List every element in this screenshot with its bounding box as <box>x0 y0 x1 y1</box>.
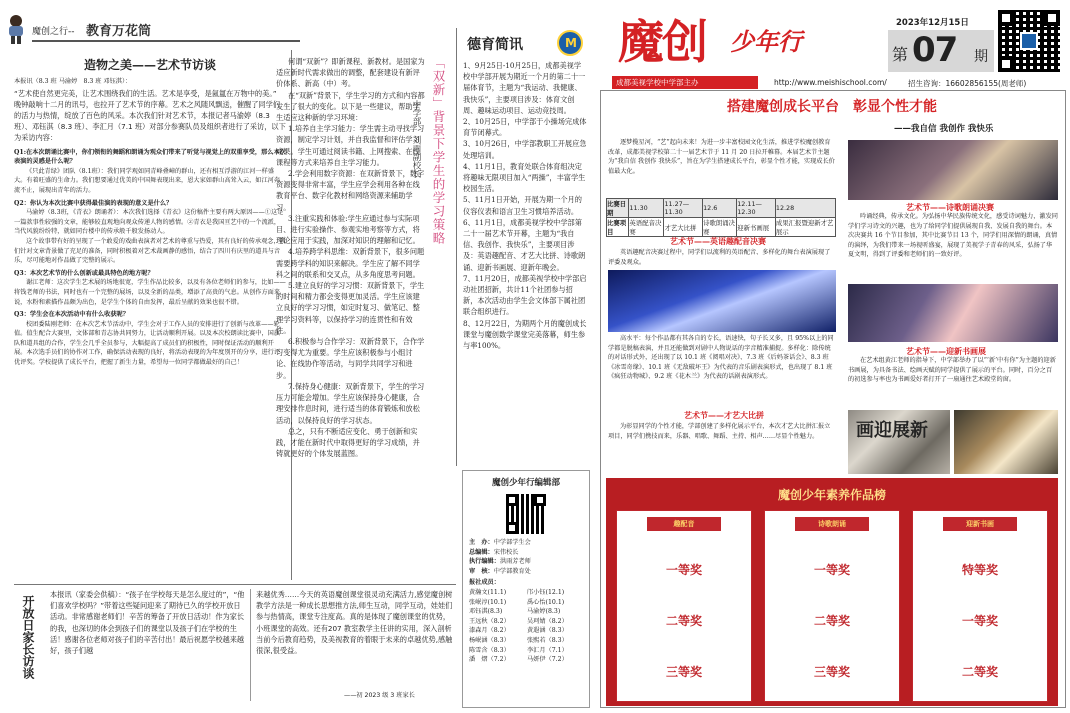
question-3: Q3：本次艺术节的什么创新或最具特色的地方呢？ <box>14 269 154 277</box>
reporter: 潘 熠（7.2） <box>469 656 510 664</box>
brief-item: 2、10月25日，中学部于小操场完成体育节闭幕式。 <box>463 117 587 138</box>
schedule-date: 12.11—12.30 <box>737 199 776 218</box>
mascot-illustration <box>4 14 28 44</box>
school-logo-icon: M <box>557 30 583 56</box>
award-card <box>764 510 900 702</box>
english-section-detail: 高水平：每个作品都有其各自的专长，语速快，句子长又多，且 95%以上的同学都是脱稿表演，并且还能做到对剧中人物说话的字音精准捕捉。多样化：除传统的对话形式外，还出现了以 10.1 班《阅唱对决》、7.3 班《后妈茶话会》、8.3 班《冰雪奇缘》、10.1 班《无敌破坏王》为代表的音乐剧表演形式，也出现了 8.1 班《疯狂动物城》、9.2 班《花木兰》为代表的话剧表演形式。 <box>608 335 834 381</box>
masthead <box>612 6 1066 90</box>
article-title: 造物之美——艺术节访谈 <box>83 58 216 72</box>
editorial-key: 执行编辑： <box>469 558 500 566</box>
award-grade: 一等奖 <box>665 563 702 577</box>
talent-section-text: 为彰显同学的个性才能，学部创建了多样化展示平台，本次才艺大比拼汇报立项目，同学们携技而来，乐器、唱歌、舞蹈、主持、相声……尽显个性魅力。 <box>608 423 831 440</box>
schedule-table <box>606 198 836 237</box>
schedule-item: 成果汇报暨迎新才艺展示 <box>775 218 835 237</box>
calligraphy-photo <box>848 410 950 474</box>
painting-section-text: 在艺术组黄江老师的指导下，中学部举办了以“‘新’中有你”为主题的迎新书画展，为具备书法、绘画天赋的同学提供了展示的平台。同时，百分之百的初选参与率也为书画爱好者打开了一扇通往艺术殿堂的窗。 <box>848 357 1056 384</box>
editorial-title: 魔创少年行编辑部 <box>491 478 560 488</box>
strategy-headline: 「双新」背景下学生的学习策略 <box>431 56 446 245</box>
answer-2b: 这个故事带有好的呈现了一个敢爱的戏曲表演者对艺术的尊重与热爱，其有良好的传承观念，我们针对文章背景做了充足的准备，同时积极着对艺术裁画静的感悟，结合了四川有庆里的道具与音乐，尽可能地对作品做了完整的展示。 <box>14 237 286 265</box>
exhibition-photo <box>954 410 1058 474</box>
reporter: 张熙若（8.3） <box>527 636 568 644</box>
answer-2: 马渝婷（8.3班，《青衣》朗诵者）：本次我们选择《青衣》这份稿件主要有两大原因——①这是一篇款事性较强的文章，能够较直观地向观众传递人物的感情。②青衣是我国亘艺中的一个流派，当代风貌纷纷特，就如同台楼中的传承般千般发扬动人。 <box>14 209 284 236</box>
answer-4: 校团委陆刚老师：在本次艺术节活动中，学生会对于工作人员的安排进行了创新与改革——轮值。值生配合大赛里，文体部和青志协共同努力，让活动顺利开展。以及本次校朗读比赛中，国旗队和道具组的合作，学生会几乎全员参与，大幅提高了成员们的积极性，同时保证活动的顺利开展。本次选手员们的协作对工作，确保活动表现的良好，将活动表现的为年度别开的分享，进行评优评奖。学校提供了成长平台，把握了新生力量，希望每一位同学都做最好的自己！ <box>14 320 281 367</box>
section-title: 教育万花筒 <box>86 24 152 39</box>
editorial-key: 审 核： <box>469 567 494 575</box>
brief-item: 6、11月1日，成都美视学校中学部第二十一届艺术节开幕，主题为“我自信、我创作、我快乐”，主要项目涉及：英语趣配音、才艺大比拼、诗歌朗诵、迎新书画展、迎新年晚会。 <box>463 217 586 272</box>
schedule-item: 诗歌朗诵决赛 <box>703 219 736 236</box>
schedule-header: 比赛日期 <box>607 199 629 218</box>
stage-photo <box>608 270 836 332</box>
reporter: 杨岷涵（8.3） <box>469 636 510 644</box>
brief-item: 7、11月20日，成都美视学校中学部启动社团招新，共计11个社团参与招新，本次活动由学生会文体部下属社团联合组织进行。 <box>463 273 587 317</box>
poetry-section-title: 艺术节——诗歌朗诵决赛 <box>906 203 994 212</box>
question-2: Q2：你认为本次比赛中获得最佳演的表现的意义是什么？ <box>14 199 173 207</box>
reporters-list <box>469 588 589 665</box>
schedule-item: 才艺大比拼 <box>664 218 703 237</box>
editorial-value: 洪雨芳老师 <box>499 558 531 566</box>
strategy-p1: 何谓“双新”？即新课程、新教材。是国家为适应新时代需求做出的调整，配套建设有新评价体系、新高（中）考。 <box>276 57 425 89</box>
schedule-date: 11.27—11.30 <box>664 199 703 218</box>
strategy-p10: 总之，只有不断适应变化、勇于创新和实践，才能在新时代中取得更好的学习成绩，并铸就更好的个体发展蓝图。 <box>276 426 420 459</box>
award-grade: 三等奖 <box>813 665 850 679</box>
question-4: Q3：学生会在本次活动中有什么收获呢？ <box>14 311 129 319</box>
strategy-p7: 5.建立良好的学习习惯：双新背景下，学生的时间和精力都会变得更加灵活。学生应该建立良好的学习习惯，如定时复习、做笔记、整理学习资料等，以保持学习的连贯性和有效性。 <box>276 281 425 335</box>
news-brief <box>456 28 588 466</box>
editorial-value: 中学部学生会 <box>493 539 531 546</box>
header-rule <box>32 40 300 42</box>
editorial-value: 中学部教育处 <box>493 567 531 575</box>
feature-headline: 搭建魔创成长平台 彰显个性才能 <box>727 99 937 115</box>
brief-item: 5、11月1日开始，开展为期一个月的仪容仪表和语言卫生习惯培养活动。 <box>463 195 582 216</box>
article-intro: “艺术使自然更完美，让艺术围绕我们的生活。艺术是享受，是氤氲在万物中的美。” 晚钟敲响十二月的讯号，也拉开了艺术节的序幕。艺术之风随风飘送，催醒了同学们的活力与热情，绽放了百色的风采。本次我们针对艺术节，本报记者马渝婷（8.3 班）、邓钰淇（8.3 班）、李汇月（7.1 班）对部分参赛队员及组织者进行了采访，以下为采访内容： <box>14 88 286 143</box>
answer-3: 谢江老师：这次学生艺术展的场地很宽，学生作品比较多，以及有各位老师们的参与，比如——将钱老师的书法，同时也有一个完整的展场，以及全新的品类，增添了高贵的气息。从创作方面来说，水粉和素描作品颇为出色，是学生个体的自由发挥，最后呈献的效果也很不错。 <box>14 279 286 306</box>
guitar-photo <box>848 140 1058 200</box>
awards-banner: 魔创少年素养作品榜 <box>777 488 886 502</box>
award-grade: 三等奖 <box>665 665 702 679</box>
qr-code <box>506 494 546 534</box>
masthead-date: 2023年12月15日 <box>896 18 969 28</box>
reporter: 吴珂婧（8.2） <box>527 617 568 625</box>
issue-prefix: 第 <box>892 45 909 64</box>
reporter: 黄瀚文(11.1) <box>469 588 507 596</box>
reporter: 马渝婷(8.3) <box>527 608 561 616</box>
editorial-key: 主 办： <box>469 539 494 546</box>
brief-item: 1、9月25日-10月25日，成都美视学校中学部开展为期近一个月的第二十一届体育节，主题为“我运动、我健康、我快乐”，主要项目涉及：体育文创周、趣味运动项目、运动竞技周。 <box>463 61 586 115</box>
strategy-p4: 2.学会利用数字资源：在双新背景下，数字资源变得非常丰富，学生应学会利用各种在线教育平台、数字化教材和网络资源来辅助学习。 <box>276 169 425 212</box>
open-day-divider <box>250 589 251 701</box>
schedule-date: 11.30 <box>629 199 664 218</box>
talent-section-title: 艺术节——才艺大比拼 <box>684 411 764 420</box>
reporter: 张岷淳(10.1) <box>469 598 507 606</box>
news-brief-title: 德育简讯 <box>467 37 523 53</box>
open-day-title: 开放日家长访谈 <box>21 595 35 679</box>
open-day-left-text: 本报讯（家委会供稿）：“孩子在学校每天是怎么度过的”，“他们喜欢学校吗？”带着这些疑问迎来了期待已久的学校开放日活动。非常感谢老师们！辛苦的筹备了开放日活动！作为家长的我，也深切的体会到孩子们的课堂以及孩子们在学校的生活！感谢各位老师对孩子们的辛苦付出！最后祝愿学校越来越好，孩子们越 <box>50 590 245 656</box>
award-category: 趣配音 <box>647 517 721 531</box>
reporter: 漆森月（8.2） <box>469 627 510 635</box>
schedule-date: 12.6 <box>703 199 737 218</box>
editorial-key: 总编辑： <box>469 548 494 556</box>
reporter: 马妍伊（7.2） <box>527 656 568 664</box>
open-day-section <box>14 584 456 706</box>
awards-panel <box>606 478 1058 706</box>
award-grade: 二等奖 <box>813 614 850 628</box>
masthead-script: 少年行 <box>730 27 802 56</box>
strategy-p8: 6.积极参与合作学习：双新背景下，合作学习变得尤为重要。学生应该积极参与小组讨论、在线协作等活动，与同学共同学习和进步。 <box>276 337 425 380</box>
feature-subheadline: ——我自信 我创作 我快乐 <box>894 124 994 134</box>
award-category: 迎新书画 <box>943 517 1017 531</box>
brief-item: 3、10月26日，中学部教职工开展应急处理培训。 <box>463 139 587 160</box>
art-interview-article <box>14 46 286 582</box>
reporter: 黄遐涵（8.3） <box>527 627 568 635</box>
issue-number: 07 <box>912 30 958 70</box>
brief-item: 8、12月22日，为期两个月的魔创成长课堂与魔创数学课堂完美落幕，师生参与率100%。 <box>463 318 587 351</box>
answer-1: 《只此青绿》团队（8.1班）：我们同学观如同青峰叠嶂的群山，还有相互浮游的江河一样盛大。有着旺盛的生命力。我们想要通过优美的中国舞表现出来，恩大家如群山高耸入云，如江河奔流不止，展现出青年的活力。 <box>14 167 281 194</box>
section-header <box>4 14 300 44</box>
feature-intro: 逐梦揽星河，“艺”起向未来！为进一步丰富校园文化生活，推进学校魔创教育改革，成都美视学校第二十一届艺术节于 11 月 20 日拉开帷幕。本届艺术节主题为“我自信 我创作 我快乐”，旨在为学生搭建成长平台，彰显个性才能，实现成长价值最大化。 <box>608 139 835 175</box>
article-byline: 本报讯（8.3 班 马渝婷 8.3 班 邓钰淇）： <box>14 78 132 85</box>
masthead-qr-code <box>998 10 1060 72</box>
reporter: 李汇月（7.1） <box>527 646 568 654</box>
reporters-title: 报社成员： <box>469 579 500 587</box>
award-grade: 一等奖 <box>961 614 998 628</box>
strategy-p6: 4.培养跨学科思维：双新背景下，很多问题需要跨学科的知识来解决。学生应了解不同学科之间的联系和交叉点，从多角度思考问题。 <box>276 247 425 279</box>
brief-item: 4、11月1日，教育处联合体育组决定将趣味无限项目加入“两操”，丰富学生校园生活。 <box>463 161 586 194</box>
schedule-row-label: 比赛项目 <box>607 218 629 237</box>
masthead-title: 魔创 <box>618 15 706 69</box>
reporter: 陈雪含（8.3） <box>469 646 510 654</box>
award-grade: 特等奖 <box>961 563 998 577</box>
poetry-section-text: 吟诵经典，传承文化。为弘扬中华民族传统文化，感受诗词魅力，激发同学们学习诗文的兴趣，也为了给同学们提供展现自我、发展自我的舞台。本次决赛共 16 个节目参加，其中比赛节目 13 个，同学们用深情的朗诵，真情的演绎，为我们带来一场视听盛宴，展现了美视学子青春的风采，弘扬了华夏文明，得到了评委和老师们的一致好评。 <box>848 213 1058 259</box>
issue-suffix: 期 <box>974 49 988 65</box>
reporter: 王远秋（8.2） <box>469 617 510 625</box>
award-card <box>912 510 1048 702</box>
masthead-url: http://www.meishischool.com/ <box>774 78 887 87</box>
recital-photo <box>848 284 1058 342</box>
masthead-publisher: 成都美视学校中学部主办 <box>612 76 758 89</box>
award-category: 诗歌朗诵 <box>795 517 869 531</box>
calligraphy-text: 画迎展新 <box>856 420 928 441</box>
reporter: 禹心怡(10.1) <box>527 598 565 606</box>
award-grade: 二等奖 <box>961 665 998 679</box>
strategy-article <box>276 56 426 576</box>
strategy-p9: 7.保持身心健康：双新背景下，学生的学习压力可能会增加。学生应该保持身心健康，合理安排作息时间，进行适当的体育锻炼和放松活动，以保持良好的学习状态。 <box>276 381 425 425</box>
strategy-author: 中学部 刘雨副校长 <box>411 100 421 178</box>
masthead-hotline: 招生咨询：16602856155(周老师) <box>908 79 1027 88</box>
strategy-p3: 1.培养自主学习能力：学生需主动寻找学习资源，制定学习计划，并自我监督和评估学习成果。学生可通过阅读书籍、上网搜索、在线课程等方式来培养自主学习能力。 <box>276 124 425 167</box>
english-section-title: 艺术节——英语趣配音决赛 <box>670 237 766 246</box>
issue-block <box>888 30 994 72</box>
reporter: 邝小钰(12.1) <box>527 588 565 596</box>
schedule-item: 迎新书画展 <box>737 218 776 237</box>
award-card <box>616 510 752 702</box>
open-day-sign: ——初 2023 级 3 班家长 <box>344 692 415 699</box>
schedule-date: 12.28 <box>775 199 835 218</box>
award-grade: 一等奖 <box>813 563 850 577</box>
english-section-text: 英语趣配音决赛过程中，同学们以流利的英语配音、多样化的舞台表演展现了评委及观众。 <box>608 249 831 266</box>
reporter: 邓钰淇(8.3) <box>469 608 503 616</box>
award-grade: 二等奖 <box>665 614 702 628</box>
strategy-p5: 3.注重实践和体验:学生应通过参与实际项目、进行实验操作、参观实地考察等方式，将理论应用于实践，加深对知识的理解和记忆。 <box>276 213 420 246</box>
painting-section-title: 艺术节——迎新书画展 <box>906 347 986 356</box>
editorial-value: 宋伟校长 <box>493 548 519 556</box>
open-day-right-text: 来越优秀……今天的英语魔创课堂很灵动充满活力,感觉魔创树教学方法是一种成长思想推方法,师生互动，同学互动，娃娃们参与热情高，课堂专注度高。真的是体现了魔创课堂的优势，小班课堂的高效。还有207 教室教学主任讲的实用，深入剖析当前今后教育趋势，及美视教育的着眼于未来的卓越优势,感触很深,很受益。 <box>256 590 453 656</box>
editorial-box <box>462 470 590 708</box>
section-label: 魔创之行-- <box>32 27 75 37</box>
schedule-item: 英语配音决赛 <box>629 218 664 237</box>
strategy-p2: 在“双新”背景下，学生学习的方式和内容都发生了很大的变化。以下是一些建议，帮助学生适应这种新的学习环境： <box>276 90 425 123</box>
question-1: Q1:在本次朗诵比赛中，你们领衔的舞蹈和朗诵为观众们带来了听觉与视觉上的双重享受，那么本次表演的灵感是什么呢？ <box>14 148 286 166</box>
